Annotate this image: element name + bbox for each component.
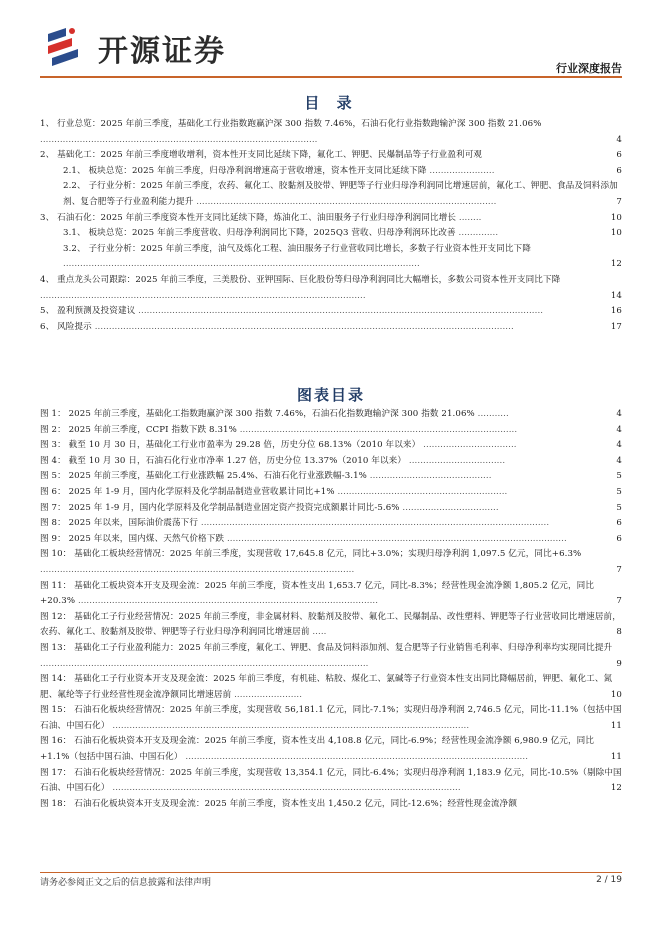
figure-page-number: 6	[614, 532, 622, 548]
footer-divider	[40, 872, 622, 873]
figure-page-number: 4	[614, 454, 622, 470]
toc-page-number: 16	[609, 304, 622, 320]
footer-disclaimer: 请务必参阅正文之后的信息披露和法律声明	[40, 878, 212, 888]
toc-entry-2[interactable]: 2、 基础化工：2025 年前三季度增收增利，资本性开支同比延续下降，氟化工、钾肥、民爆制品等子行业盈利可观 6	[40, 148, 622, 164]
figures-heading: 图表目录	[296, 386, 365, 404]
figure-entry[interactable]: 图 18： 石油石化板块资本开支及现金流：2025 年前三季度，资本性支出 1,450.2 亿元，同比-12.6%；经营性现金流净额	[40, 798, 518, 809]
figure-entry[interactable]: 图 3： 截至 10 月 30 日，基础化工行业市盈率为 29.28 倍，历史分位 68.13%（2010 年以来） ................................. 4	[40, 438, 622, 454]
figure-entry[interactable]: 图 9： 2025 年以来，国内煤、天然气价格下跌 ........................................................................................................................ 6	[40, 532, 622, 548]
toc-entry-5[interactable]: 5、 盈利预测及投资建议 ............................................................................................................................................... 16	[40, 304, 622, 320]
figure-page-number: 10	[609, 688, 622, 704]
figure-list	[40, 407, 622, 812]
toc-page-number: 10	[609, 211, 622, 227]
toc-page-number: 6	[614, 164, 622, 180]
logo-mark-icon	[42, 24, 92, 70]
toc-entry-1[interactable]: 1、 行业总览：2025 年前三季度，基础化工行业指数跑赢沪深 300 指数 7.46%，石油石化行业指数跑输沪深 300 指数 21.06% .................................................................................................. 4	[40, 117, 622, 148]
toc-page-number: 10	[609, 226, 622, 242]
toc-page-number: 14	[609, 289, 622, 305]
figure-page-number: 5	[614, 469, 622, 485]
figure-entry[interactable]: 图 7： 2025 年 1-9 月，国内化学原料及化学制品制造业固定资产投资完成额累计同比-5.6% .................................. 5	[40, 501, 622, 517]
toc-page-number: 12	[609, 257, 622, 273]
figure-entry[interactable]: 图 11： 基础化工板块资本开支及现金流：2025 年前三季度，资本性支出 1,653.7 亿元，同比-8.3%；经营性现金流净额 1,805.2 亿元，同比+20.3% .......................................................................................................... 7	[40, 579, 622, 610]
figure-entry[interactable]: 图 17： 石油石化板块经营情况：2025 年前三季度，实现营收 13,354.1 亿元，同比-6.4%；实现归母净利润 1,183.9 亿元，同比-10.5%（剔除中国石油、中国石化） ........................................................................................................................... 12	[40, 766, 622, 797]
toc-entry-3-2[interactable]: 3.2、 子行业分析：2025 年前三季度，油气及炼化工程、油田服务子行业营收同比增长，多数子行业资本性开支同比下降 .............................................................................................................................. 12	[40, 242, 622, 273]
figure-entry[interactable]: 图 16： 石油石化板块资本开支及现金流：2025 年前三季度，资本性支出 4,108.8 亿元，同比-6.9%；经营性现金流净额 6,980.9 亿元，同比+1.1%（包括中国石油、中国石化） ......................................................................................................................... 11	[40, 734, 622, 765]
toc-heading: 目 录	[304, 94, 358, 112]
figure-page-number: 6	[614, 516, 622, 532]
figure-entry[interactable]: 图 8： 2025 年以来，国际油价震荡下行 ........................................................................................................................... 6	[40, 516, 622, 532]
figure-entry[interactable]: 图 13： 基础化工子行业盈利能力：2025 年前三季度，氟化工、钾肥、食品及饲料添加剂、复合肥等子行业销售毛利率、归母净利率均实现同比提升 .................................................................................................................... 9	[40, 641, 622, 672]
figure-page-number: 5	[614, 501, 622, 517]
figure-page-number: 9	[614, 657, 622, 673]
toc-page-number: 4	[614, 133, 622, 149]
figure-page-number: 7	[614, 563, 622, 579]
figure-entry[interactable]: 图 1： 2025 年前三季度，基础化工指数跑赢沪深 300 指数 7.46%，石油石化指数跑输沪深 300 指数 21.06% ........... 4	[40, 407, 622, 423]
toc-entry-2-2[interactable]: 2.2、 子行业分析：2025 年前三季度，农药、氟化工、胶黏剂及胶带、钾肥等子行业归母净利润同比增速居前，氟化工、钾肥、食品及饲料添加剂、复合肥等子行业盈利能力提升 .......................................................................................................... 7	[40, 179, 622, 210]
figure-page-number: 4	[614, 438, 622, 454]
toc-page-number: 17	[609, 320, 622, 336]
figure-page-number: 11	[609, 750, 622, 766]
figure-page-number: 5	[614, 485, 622, 501]
figure-entry[interactable]: 图 12： 基础化工子行业经营情况：2025 年前三季度，非金属材料、胶黏剂及胶带、氟化工、民爆制品、改性塑料、钾肥等子行业营收同比增速居前，农药、氟化工、胶黏剂及胶带、钾肥等子行业归母净利润同比增速居前 ..... 8	[40, 610, 622, 641]
figure-entry[interactable]: 图 4： 截至 10 月 30 日，石油石化行业市净率 1.27 倍，历史分位 13.37%（2010 年以来） .................................. 4	[40, 454, 622, 470]
figure-entry[interactable]: 图 14： 基础化工子行业资本开支及现金流：2025 年前三季度，有机硅、粘胶、煤化工、氯碱等子行业资本性支出同比降幅居前，钾肥、氟化工、氮肥、氟纶等子行业经营性现金流净额同比增速居前 ........................ 10	[40, 672, 622, 703]
figure-page-number: 11	[609, 719, 622, 735]
figure-entry[interactable]: 图 6： 2025 年 1-9 月，国内化学原料及化学制品制造业营收累计同比+1% ............................................................ 5	[40, 485, 622, 501]
brand-name: 开源证券	[98, 34, 226, 69]
table-of-contents	[40, 117, 622, 335]
toc-entry-6[interactable]: 6、 风险提示 .................................................................................................................................................... 17	[40, 320, 622, 336]
figure-page-number: 4	[614, 407, 622, 423]
figure-page-number: 8	[614, 625, 622, 641]
figure-page-number: 4	[614, 423, 622, 439]
toc-entry-4[interactable]: 4、 重点龙头公司跟踪：2025 年前三季度，三美股份、亚钾国际、巨化股份等归母净利润同比大幅增长，多数公司资本性开支同比下降 ................................................................................................................... 14	[40, 273, 622, 304]
figure-entry[interactable]: 图 15： 石油石化板块经营情况：2025 年前三季度，实现营收 56,181.1 亿元，同比-7.1%；实现归母净利润 2,746.5 亿元，同比-11.1%（包括中国石油、中国石化） .............................................................................................................................. 11	[40, 703, 622, 734]
figure-page-number: 12	[609, 781, 622, 797]
figure-entry[interactable]: 图 10： 基础化工板块经营情况：2025 年前三季度，实现营收 17,645.8 亿元，同比+3.0%；实现归母净利润 1,097.5 亿元，同比+6.3% ............................................................................................................... 7	[40, 547, 622, 578]
toc-entry-3[interactable]: 3、 石油石化：2025 年前三季度资本性开支同比延续下降，炼油化工、油田服务子行业归母净利润同比增长 ........ 10	[40, 211, 622, 227]
header-divider	[40, 76, 622, 78]
toc-page-number: 6	[614, 148, 622, 164]
figure-entry[interactable]: 图 5： 2025 年前三季度，基础化工行业涨跌幅 25.4%、石油石化行业涨跌幅-3.1% ........................................... 5	[40, 469, 622, 485]
figure-page-number: 7	[614, 594, 622, 610]
company-logo	[42, 24, 252, 70]
report-type-label: 行业深度报告	[556, 62, 622, 75]
toc-entry-3-1[interactable]: 3.1、 板块总览：2025 年前三季度营收、归母净利润同比下降，2025Q3 营收、归母净利润环比改善 .............. 10	[40, 226, 622, 242]
figure-entry[interactable]: 图 2： 2025 年前三季度，CCPI 指数下跌 8.31% .................................................................................................. 4	[40, 423, 622, 439]
toc-entry-2-1[interactable]: 2.1、 板块总览：2025 年前三季度，归母净利润增速高于营收增速，资本性开支同比延续下降 ....................... 6	[40, 164, 622, 180]
toc-page-number: 7	[614, 195, 622, 211]
footer-page-number: 2 / 19	[596, 875, 622, 885]
